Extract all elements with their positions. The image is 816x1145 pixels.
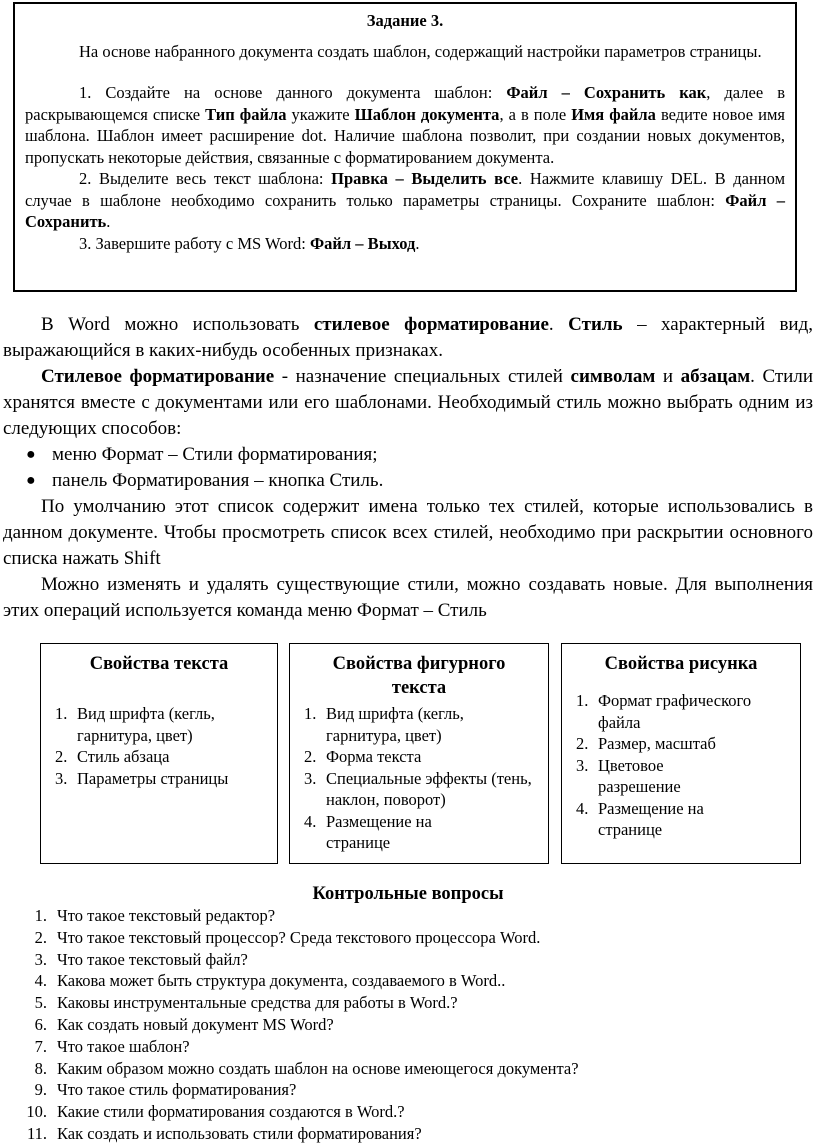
list-item: ● меню Формат – Стили форматирования;	[3, 442, 813, 468]
list-item: 4. Размещение на странице	[304, 811, 432, 852]
box-title: Свойства рисунка	[604, 654, 758, 674]
paragraph-style-intro: В Word можно использовать стилевое форматирование. Стиль – характерный вид, выражающийся в каких-нибудь особенных признаках.	[3, 314, 814, 361]
task-step-2: 2. Выделите весь текст шаблона: Правка – Выделить все. Нажмите клавишу DEL. В данном случае в шаблоне необходимо сохранить только параметры страницы. Сохраните шаблон: Файл – Сохранить.	[25, 169, 786, 231]
list-item: 7. Что такое шаблон?	[34, 1036, 190, 1056]
list-item: 2. Что такое текстовый процессор? Среда текстового процессора Word.	[34, 927, 541, 947]
questions-list	[25, 905, 805, 1145]
box-image-properties	[561, 643, 801, 864]
task-step-1: 1. Создайте на основе данного документа шаблон: Файл – Сохранить как, далее в раскрывающемся списке Тип файла укажите Шаблон документа, а в поле Имя файла ведите новое имя шаблона. Шаблон имеет расширение dot. Наличие шаблона позволит, при создании новых документов, пропускать некоторые действия, связанные с форматированием документа.	[25, 83, 785, 167]
box-list	[41, 703, 277, 789]
paragraph-default-list: По умолчанию этот список содержит имена только тех стилей, которые использовались в данном документе. Чтобы просмотреть список всех стилей, необходимо при раскрытии основного списка нажать Shift	[3, 496, 813, 569]
list-item: ● панель Форматирования – кнопка Стиль.	[3, 468, 813, 494]
list-item: 4. Какова может быть структура документа, создаваемого в Word..	[34, 971, 506, 991]
task-step-3: 3. Завершите работу с MS Word: Файл – Выход.	[79, 233, 420, 253]
bullet-icon: ●	[26, 446, 36, 463]
bullet-icon: ●	[26, 472, 36, 489]
paragraph-edit-styles: Можно изменять и удалять существующие стили, можно создавать новые. Для выполнения этих операций используется команда меню Формат – Стиль	[3, 574, 813, 621]
list-item: 1. Что такое текстовый редактор?	[34, 906, 276, 925]
box-text-properties	[40, 643, 278, 864]
list-item: 11. Как создать и использовать стили форматирования?	[26, 1123, 422, 1143]
list-item: 1. Формат графического файла	[576, 691, 752, 732]
list-item: 5. Каковы инструментальные средства для работы в Word.?	[34, 993, 458, 1013]
list-item: 3. Специальные эффекты (тень, наклон, поворот)	[304, 768, 532, 809]
list-item: 10. Какие стили форматирования создаются в Word.?	[26, 1102, 405, 1122]
list-item: 3. Что такое текстовый файл?	[34, 949, 248, 969]
task-box	[13, 2, 797, 292]
box-shape-text-properties	[289, 643, 549, 864]
list-item: 3. Цветовое разрешение	[576, 755, 681, 796]
list-item: 6. Как создать новый документ MS Word?	[34, 1014, 334, 1034]
box-list	[290, 703, 548, 854]
box-title: Свойства фигурного текста	[332, 654, 506, 698]
list-item: 1. Вид шрифта (кегль, гарнитура, цвет)	[55, 704, 215, 745]
box-title: Свойства текста	[89, 654, 229, 674]
paragraph-style-definition: Стилевое форматирование - назначение специальных стилей символам и абзацам. Стили хранятся вместе с документами или его шаблонами. Необходимый стиль можно выбрать одним из следующих способов:	[3, 366, 813, 439]
box-list	[562, 690, 800, 841]
list-item: 2. Стиль абзаца	[55, 747, 170, 766]
list-item: 3. Параметры страницы	[55, 768, 229, 788]
list-item: 4. Размещение на странице	[576, 798, 704, 839]
style-methods-list	[3, 442, 813, 494]
list-item: 9. Что такое стиль форматирования?	[34, 1080, 297, 1100]
list-item: 2. Размер, масштаб	[576, 734, 716, 753]
list-item: 1. Вид шрифта (кегль, гарнитура, цвет)	[304, 704, 464, 745]
main-text	[3, 312, 813, 624]
list-item: 8. Каким образом можно создать шаблон на основе имеющегося документа?	[34, 1058, 579, 1078]
task-title: Задание 3.	[366, 11, 444, 30]
task-intro: На основе набранного документа создать шаблон, содержащий настройки параметров страницы.	[79, 41, 762, 61]
list-item: 2. Форма текста	[304, 747, 422, 766]
questions-title: Контрольные вопросы	[312, 884, 504, 904]
